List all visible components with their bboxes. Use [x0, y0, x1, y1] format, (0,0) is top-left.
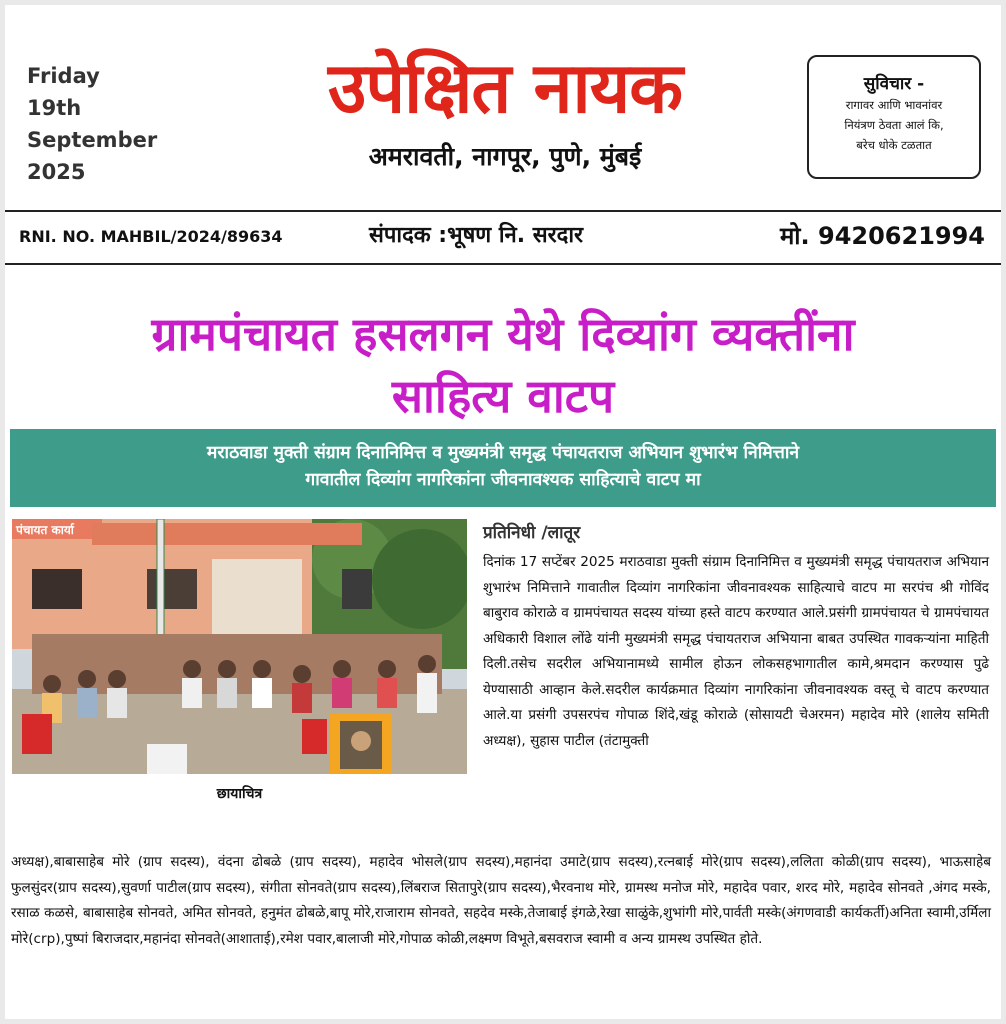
subheadline-band — [10, 429, 996, 507]
headline-line-2: साहित्य वाटप — [391, 369, 615, 423]
date-ordinal: 19th — [27, 96, 82, 120]
event-photo — [12, 519, 467, 774]
subheadline-line-1: मराठवाडा मुक्ती संग्राम दिनानिमित्त व मुख्यमंत्री समृद्ध पंचायतराज अभियान शुभारंभ निमित्ताने — [206, 443, 800, 463]
thought-title: सुविचार - — [863, 74, 925, 94]
subheadline-line-2: गावातील दिव्यांग नागरिकांना जीवनावश्यक साहित्याचे वाटप मा — [305, 470, 701, 490]
article-column-text: दिनांक 17 सप्टेंबर 2025 मराठवाडा मुक्ती संग्राम दिनानिमित्त व मुख्यमंत्री समृद्ध पंचायतराज अभियान शुभारंभ निमित्ताने गावातील दिव्यांग नागरिकांना जीवनावश्यक साहित्याचे वाटप मा सरपंच श्री गोविंद बाबुराव कोराळे व ग्रामपंचायत सदस्य यांच्या हस्ते वाटप करण्यात आले.प्रसंगी ग्रामपंचायत चे ग्रामपंचायत अधिकारी विशाल लोंढे यांनी मुख्यमंत्री समृद्ध पंचायतराज अभियाना बाबत उपस्थित गावकऱ्यांना माहिती दिली.तसेच सदरील अभियानामध्ये सामील होऊन लोकसहभागातील कामे,श्रमदान करण्यास पुढे येण्यासाठी आव्हान केले.सदरील कार्यक्रमात दिव्यांग नागरिकांना जीवनावश्यक वस्तू चे वाटप करण्यात आले.या प्रसंगी उपसरपंच गोपाळ शिंदे,खंडू कोराळे (सोसायटी चेअरमन) महादेव मोरे (शालेय समिती अध्यक्ष), सुहास पाटील (तंटामुक्ती — [483, 554, 989, 749]
issue-date — [27, 60, 177, 188]
thought-line: रागावर आणि भावनांवर — [845, 98, 943, 112]
editor-name: संपादक :भूषण नि. सरदार — [369, 223, 584, 248]
newspaper-title: उपेक्षित नायक — [327, 47, 683, 129]
newspaper-page — [5, 5, 1001, 1019]
date-year: 2025 — [27, 160, 86, 184]
divider-top — [5, 210, 1001, 212]
thought-line: नियंत्रण ठेवता आलं कि, — [844, 118, 944, 132]
headline-line-1: ग्रामपंचायत हसलगन येथे दिव्यांग व्यक्तींना — [151, 307, 855, 361]
headline — [15, 303, 991, 427]
photo-caption: छायाचित्र — [216, 786, 263, 802]
thought-box — [807, 55, 981, 179]
article-full-width-text: अध्यक्ष),बाबासाहेब मोरे (ग्राप सदस्य), वंदना ढोबळे (ग्राप सदस्य), महादेव भोसले(ग्राप सदस्य),महानंदा उमाटे(ग्राप सदस्य),रत्नबाई मोरे(ग्राप सदस्य),ललिता कोळी(ग्राप सदस्य), भाऊसाहेब फुलसुंदर(ग्राप सदस्य),सुवर्णा पाटील(ग्राप सदस्य), संगीता सोनवते(ग्राप सदस्य),लिंबराज सितापुरे(ग्राप सदस्य),भैरवनाथ मोरे, ग्रामस्थ मनोज मोरे, महादेव पवार, शरद मोरे, महादेव सोनवते ,अंगद मस्के, रसाळ कळसे, बाबासाहेब सोनवते, अमित सोनवते, हनुमंत ढोबळे,बापू मोरे,राजाराम सोनवते, सहदेव मस्के,तेजाबाई इंगळे,रेखा साळुंके,शुभांगी मोरे,पार्वती मस्के(अंगणवाडी कार्यकर्ती)अनिता स्वामी,उर्मिला मोरे(crp),पुष्पां बिराजदार,महानंदा सोनवते(आशाताई),रमेश पवार,बालाजी मोरे,गोपाळ कोळी,लक्ष्मण विभूते,बसवराज स्वामी व अन्य ग्रामस्थ उपस्थित होते. — [11, 854, 991, 947]
mobile-number: मो. 9420621994 — [779, 222, 985, 250]
byline: प्रतिनिधी /लातूर — [483, 523, 581, 543]
event-photo-illustration — [12, 519, 467, 774]
edition-cities: अमरावती, नागपूर, पुणे, मुंबई — [368, 142, 642, 171]
building-sign: पंचायत कार्या — [16, 523, 74, 537]
date-month: September — [27, 128, 158, 152]
info-bar — [19, 220, 989, 254]
rni-number: RNI. NO. MAHBIL/2024/89634 — [19, 227, 283, 246]
divider-bottom — [5, 263, 1001, 265]
date-day: Friday — [27, 64, 100, 88]
thought-line: बरेच धोके टळतात — [856, 138, 932, 152]
